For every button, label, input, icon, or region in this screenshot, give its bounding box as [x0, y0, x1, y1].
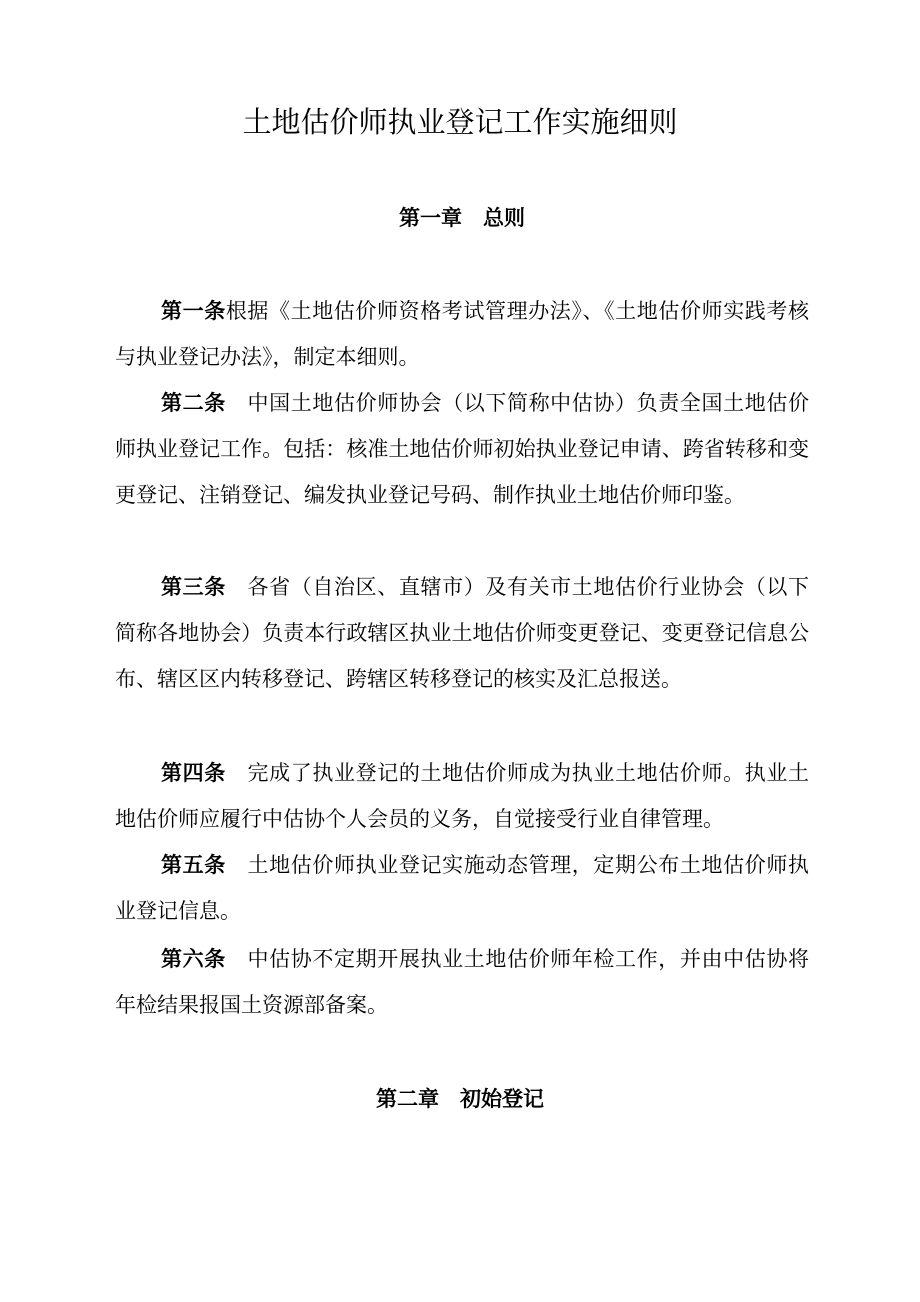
- article-text: 各省（自治区、直辖市）及有关市土地估价行业协会（以下简称各地协会）负责本行政辖区执业土地估价师变更登记、变更登记信息公布、辖区区内转移登记、跨辖区转移登记的核实及汇总报送。: [115, 575, 810, 691]
- article-1: [115, 288, 809, 380]
- article-2: [115, 380, 809, 518]
- article-text: 土地估价师执业登记实施动态管理，定期公布土地估价师执业登记信息。: [115, 853, 810, 923]
- article-6: [115, 936, 809, 1028]
- article-text: 中国土地估价师协会（以下简称中估协）负责全国土地估价师执业登记工作。包括：核准土地估价师初始执业登记申请、跨省转移和变更登记、注销登记、编发执业登记号码、制作执业土地估价师印鉴。: [115, 391, 810, 507]
- article-5: [115, 842, 809, 934]
- article-label: 第三条: [161, 574, 226, 599]
- article-text: 根据《土地估价师资格考试管理办法》、《土地估价师实践考核与执业登记办法》，制定本细则。: [115, 299, 810, 369]
- article-label: 第五条: [161, 852, 226, 877]
- article-label: 第四条: [161, 760, 226, 785]
- article-label: 第二条: [161, 390, 226, 415]
- chapter-heading-1: 第一章 总则: [399, 205, 525, 230]
- article-text: 完成了执业登记的土地估价师成为执业土地估价师。执业土地估价师应履行中估协个人会员的义务，自觉接受行业自律管理。: [115, 761, 810, 831]
- document-title: 土地估价师执业登记工作实施细则: [242, 105, 678, 139]
- article-3: [115, 564, 809, 702]
- article-label: 第六条: [161, 946, 226, 971]
- chapter-heading-2: 第二章 初始登记: [376, 1086, 544, 1111]
- article-text: 中估协不定期开展执业土地估价师年检工作，并由中估协将年检结果报国土资源部备案。: [115, 947, 810, 1017]
- article-4: [115, 750, 809, 842]
- article-label: 第一条: [161, 298, 226, 323]
